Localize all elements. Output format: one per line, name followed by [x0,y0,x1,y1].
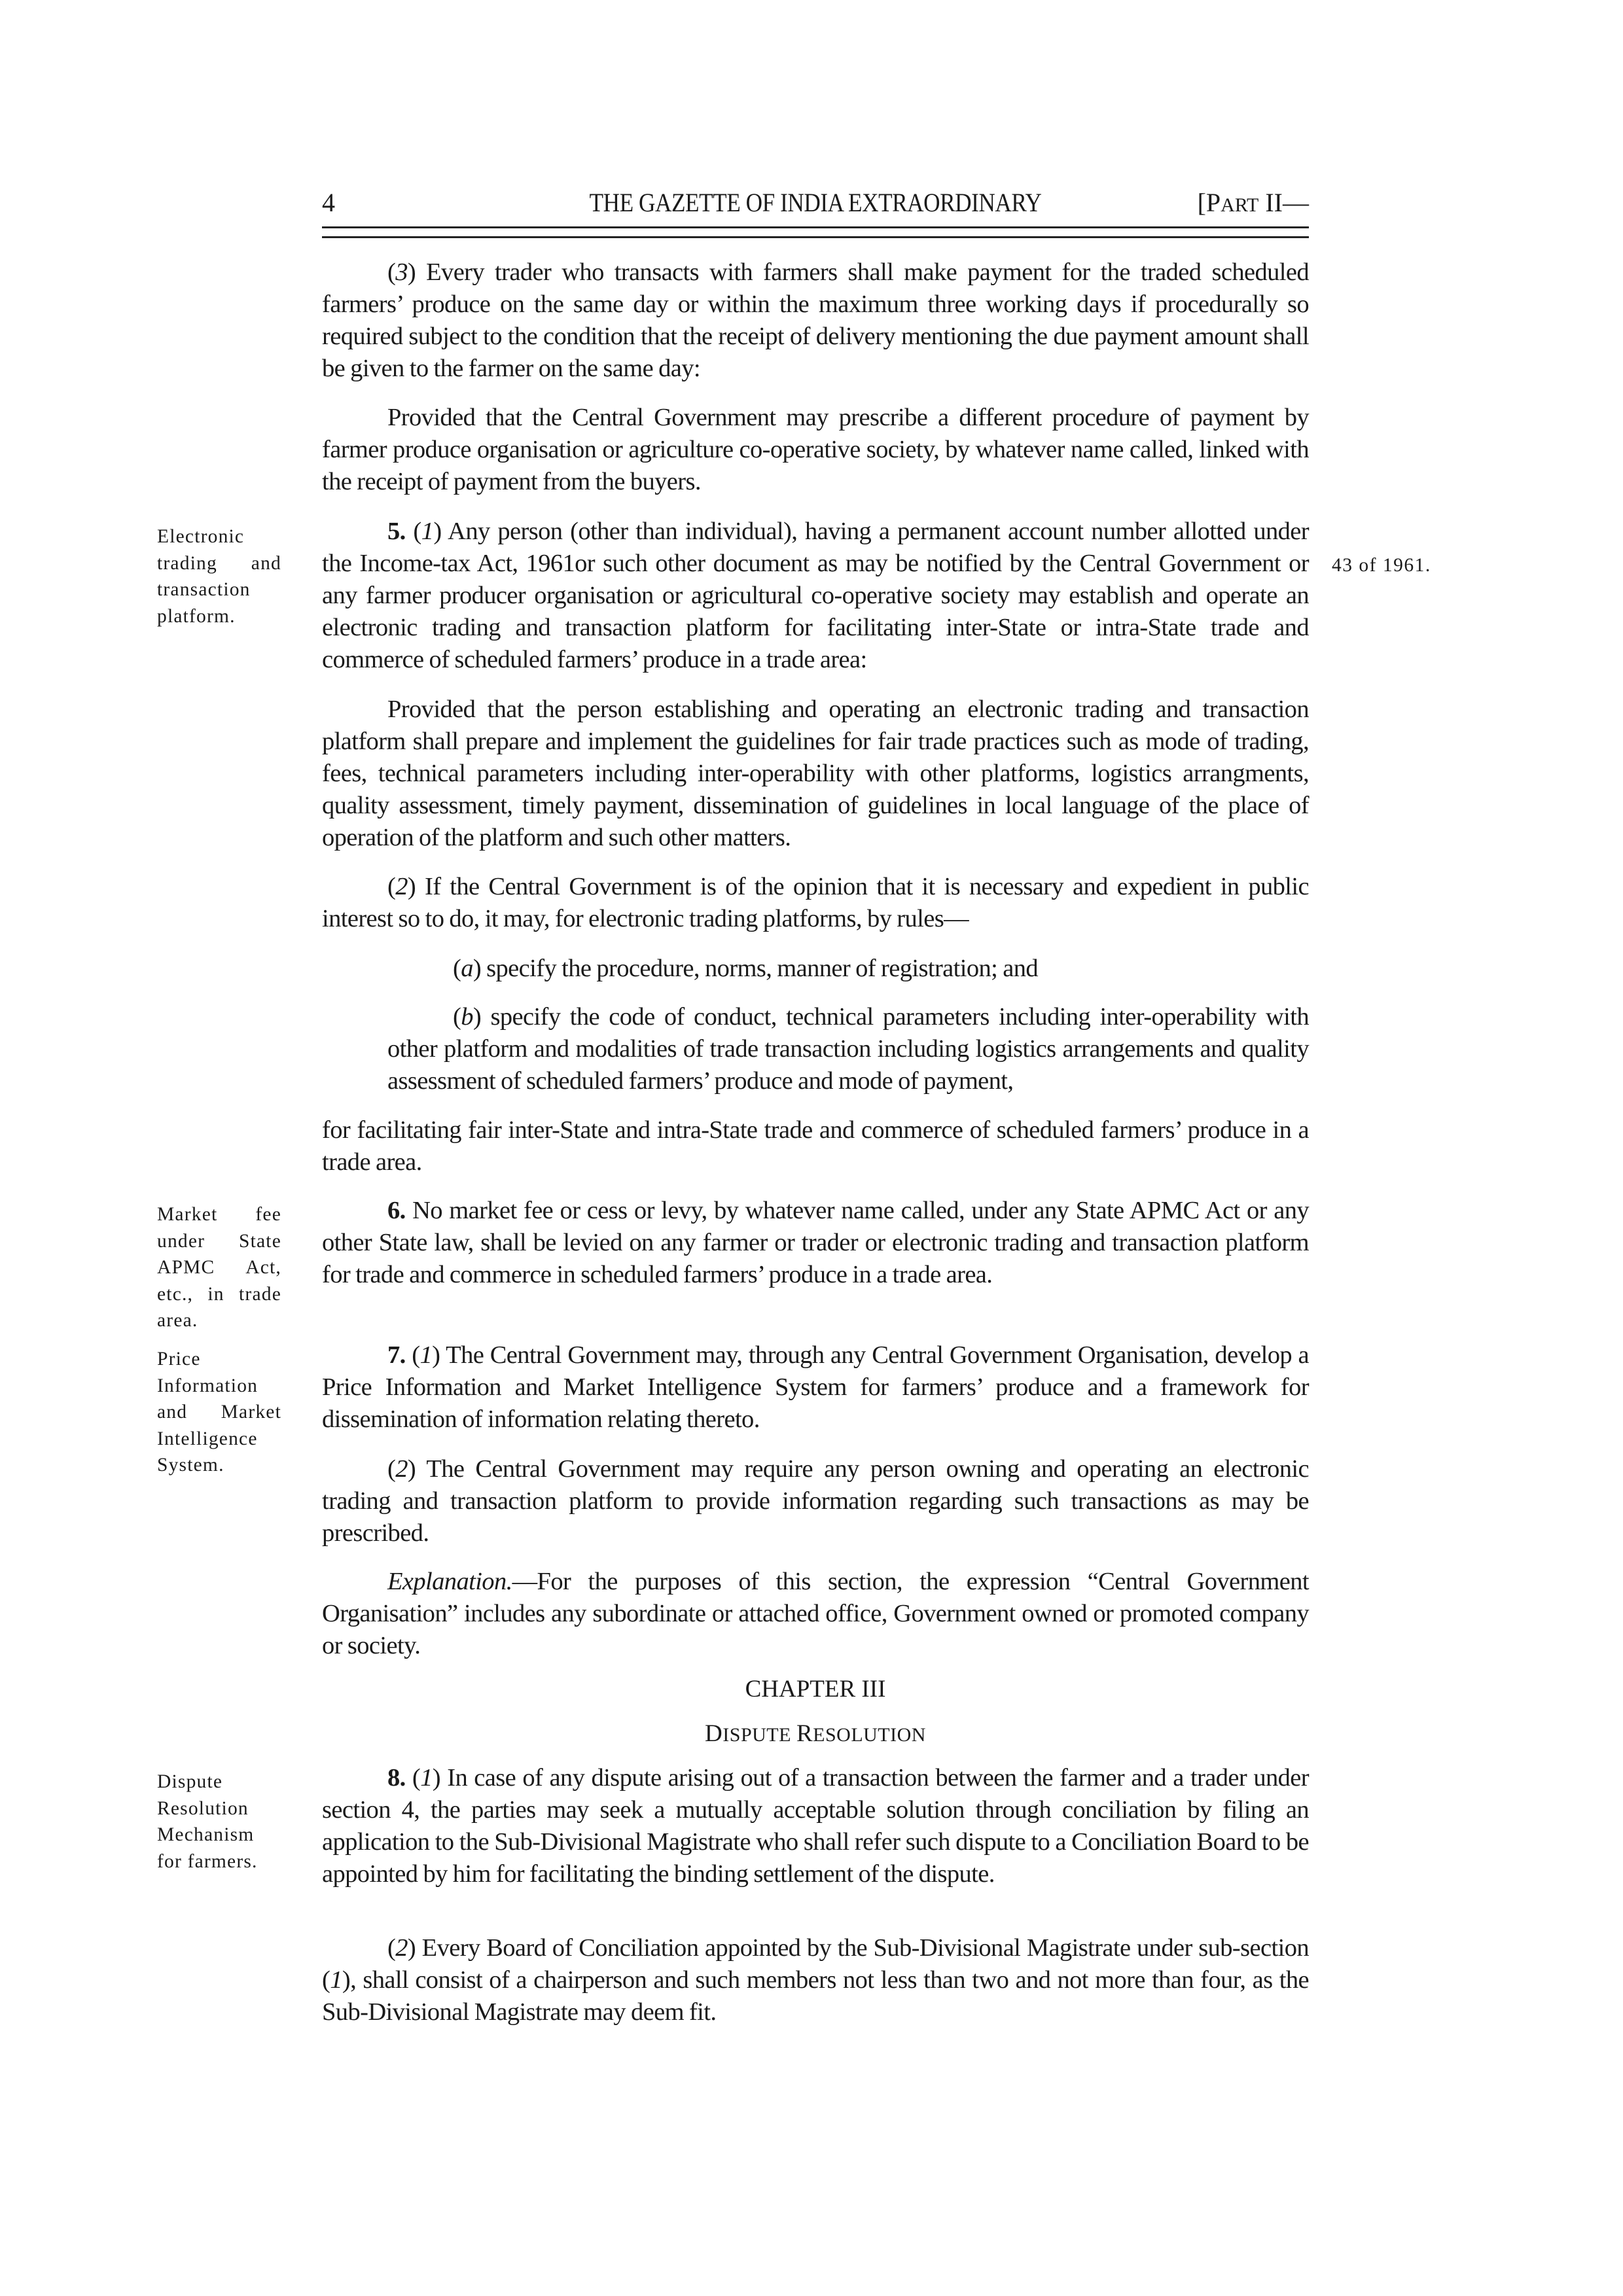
paren: ( [405,1341,420,1369]
section7-sub1 [322,1339,1309,1436]
section6 [322,1195,1309,1291]
paren: ( [453,955,461,982]
subsection-number: 2 [395,1934,408,1962]
section7-sub2 [322,1453,1309,1549]
section-text: No market fee or cess or levy, by whatever name called, under any State APMC Act or any other State law, shall be levied on any farmer or trader or electronic trading and transaction platform for trade and commerce in scheduled farmers’ produce in a trade area. [322,1197,1309,1288]
paren: ) [473,955,482,982]
part-prefix: [P [1197,188,1221,217]
gazette-title: THE GAZETTE OF INDIA EXTRAORDINARY [589,188,1042,217]
section5-clause-a [387,953,1309,985]
paren: ) [407,258,416,286]
paren: ( [387,1455,396,1483]
subsection-reference: 1 [330,1966,342,1994]
subsection-number: 1 [419,1341,433,1369]
section5-clause-b [387,1001,1309,1097]
paren: ( [387,258,396,286]
part-smallcaps: ART [1221,194,1259,216]
paren: ( [387,1934,396,1962]
subsection-number: 2 [395,873,408,900]
subsection-text: If the Central Government is of the opinion that it is necessary and expedient in public interest so to do, it may, for electronic trading platforms, by rules— [322,873,1309,932]
section8-sub2 [322,1932,1309,2028]
section4-proviso: Provided that the Central Government may prescribe a different procedure of payment by farmer produce organisation or agriculture co-operative society, by whatever name called, linked with the receipt of payment from the buyers. [322,404,1309,495]
subtitle-smallcaps: ESOLUTION [813,1724,926,1746]
clause-text: specify the code of conduct, technical parameters including inter-operability with other platform and modalities of trade transaction including logistics arrangements and quality assessment of scheduled farmers’ produce and mode of payment, [387,1003,1309,1095]
subsection-text: The Central Government may require any person owning and operating an electronic trading and transaction platform to provide information regarding such transactions as may be prescribed. [322,1455,1309,1547]
paren: ) [473,1003,482,1031]
subsection-text: Every Board of Conciliation appointed by the Sub-Divisional Magistrate under sub-section ( [322,1934,1309,1994]
clause-letter: a [461,955,473,982]
margin-note-act-reference: 43 of 1961. [1332,555,1431,576]
section8-sub1 [322,1762,1309,1890]
header-rule-bottom [322,236,1309,238]
section4-sub3 [322,256,1309,385]
subsection-number: 1 [421,518,434,545]
subsection-number: 2 [395,1455,408,1483]
margin-note-section5: Electronic trading and transaction platform. [157,526,281,627]
part-label [1198,187,1309,218]
chapter-title: CHAPTER III [745,1676,886,1703]
margin-note-section7: Price Information and Market Intelligence System. [157,1349,281,1475]
paren: ) [433,518,442,545]
page-number: 4 [322,188,335,217]
section5-sub1 [322,516,1309,676]
paren: ( [387,873,396,900]
explanation-text: —For the purposes of this section, the expression “Central Government Organisation” includes any subordinate or attached office, Government owned or promoted company or society. [322,1568,1309,1659]
subtitle-capital: D [705,1720,723,1747]
paren: ) [407,873,416,900]
section7-explanation [322,1566,1309,1662]
clause-letter: b [461,1003,473,1031]
subtitle-capital: R [796,1720,813,1747]
subsection-text: Every trader who transacts with farmers shall make payment for the traded scheduled farmers’ produce on the same day or within the maximum three working days if procedurally so required subject to the condition that the receipt of delivery mentioning the due payment amount shall be given to the farmer on the same day: [322,258,1309,382]
page-header [322,185,1309,224]
section5-sub2 [322,871,1309,935]
subtitle-smallcaps: ISPUTE [722,1724,796,1746]
margin-note-section6: Market fee under State APMC Act, etc., in trade area. [157,1204,281,1331]
section-number: 7. [387,1341,406,1369]
paren: ) [432,1764,441,1792]
section-number: 5. [387,518,406,545]
paren: ) [407,1455,416,1483]
subsection-number: 1 [420,1764,433,1792]
margin-note-section8: Dispute Resolution Mechanism for farmers. [157,1771,258,1872]
paren: ) [432,1341,440,1369]
section5-tail: for facilitating fair inter-State and intra-State trade and commerce of scheduled farmers’ produce in a trade area. [322,1116,1309,1176]
subsection-text: Any person (other than individual), having a permanent account number allotted under the Income-tax Act, 1961or such other document as may be notified by the Central Government or any farmer producer organisation or agricultural co-operative society may establish and operate an electronic trading and transaction platform for facilitating inter-State or intra-State trade and commerce of scheduled farmers’ produce in a trade area: [322,518,1309,673]
section-number: 6. [387,1197,406,1224]
subsection-text: In case of any dispute arising out of a transaction between the farmer and a trader under section 4, the parties may seek a mutually acceptable solution through conciliation by filing an application to the Sub-Divisional Magistrate who shall refer such dispute to a Conciliation Board to be appointed by him for facilitating the binding settlement of the dispute. [322,1764,1309,1888]
clause-text: specify the procedure, norms, manner of registration; and [481,955,1039,982]
explanation-label: Explanation. [387,1568,512,1595]
section5-proviso: Provided that the person establishing and operating an electronic trading and transaction platform shall prepare and implement the guidelines for fair trade practices such as mode of trading, fees, technical parameters including inter-operability with other platforms, logistics arrangments, quality assessment, timely payment, dissemination of guidelines in local language of the place of operation of the platform and such other matters. [322,696,1309,851]
subsection-number: 3 [395,258,408,286]
subsection-text: ), shall consist of a chairperson and such members not less than two and not more than four, as the Sub-Divisional Magistrate may deem fit. [322,1966,1309,2026]
paren: ( [405,518,421,545]
chapter-subtitle [322,1720,1309,1748]
paren: ( [405,1764,421,1792]
header-rule-top [322,226,1309,228]
part-suffix: II— [1258,188,1309,217]
paren: ( [453,1003,461,1031]
section-number: 8. [387,1764,406,1792]
paren: ) [407,1934,416,1962]
subsection-text: The Central Government may, through any Central Government Organisation, develop a Price Information and Market Intelligence System for farmers’ produce and a framework for dissemination of information relating thereto. [322,1341,1310,1433]
